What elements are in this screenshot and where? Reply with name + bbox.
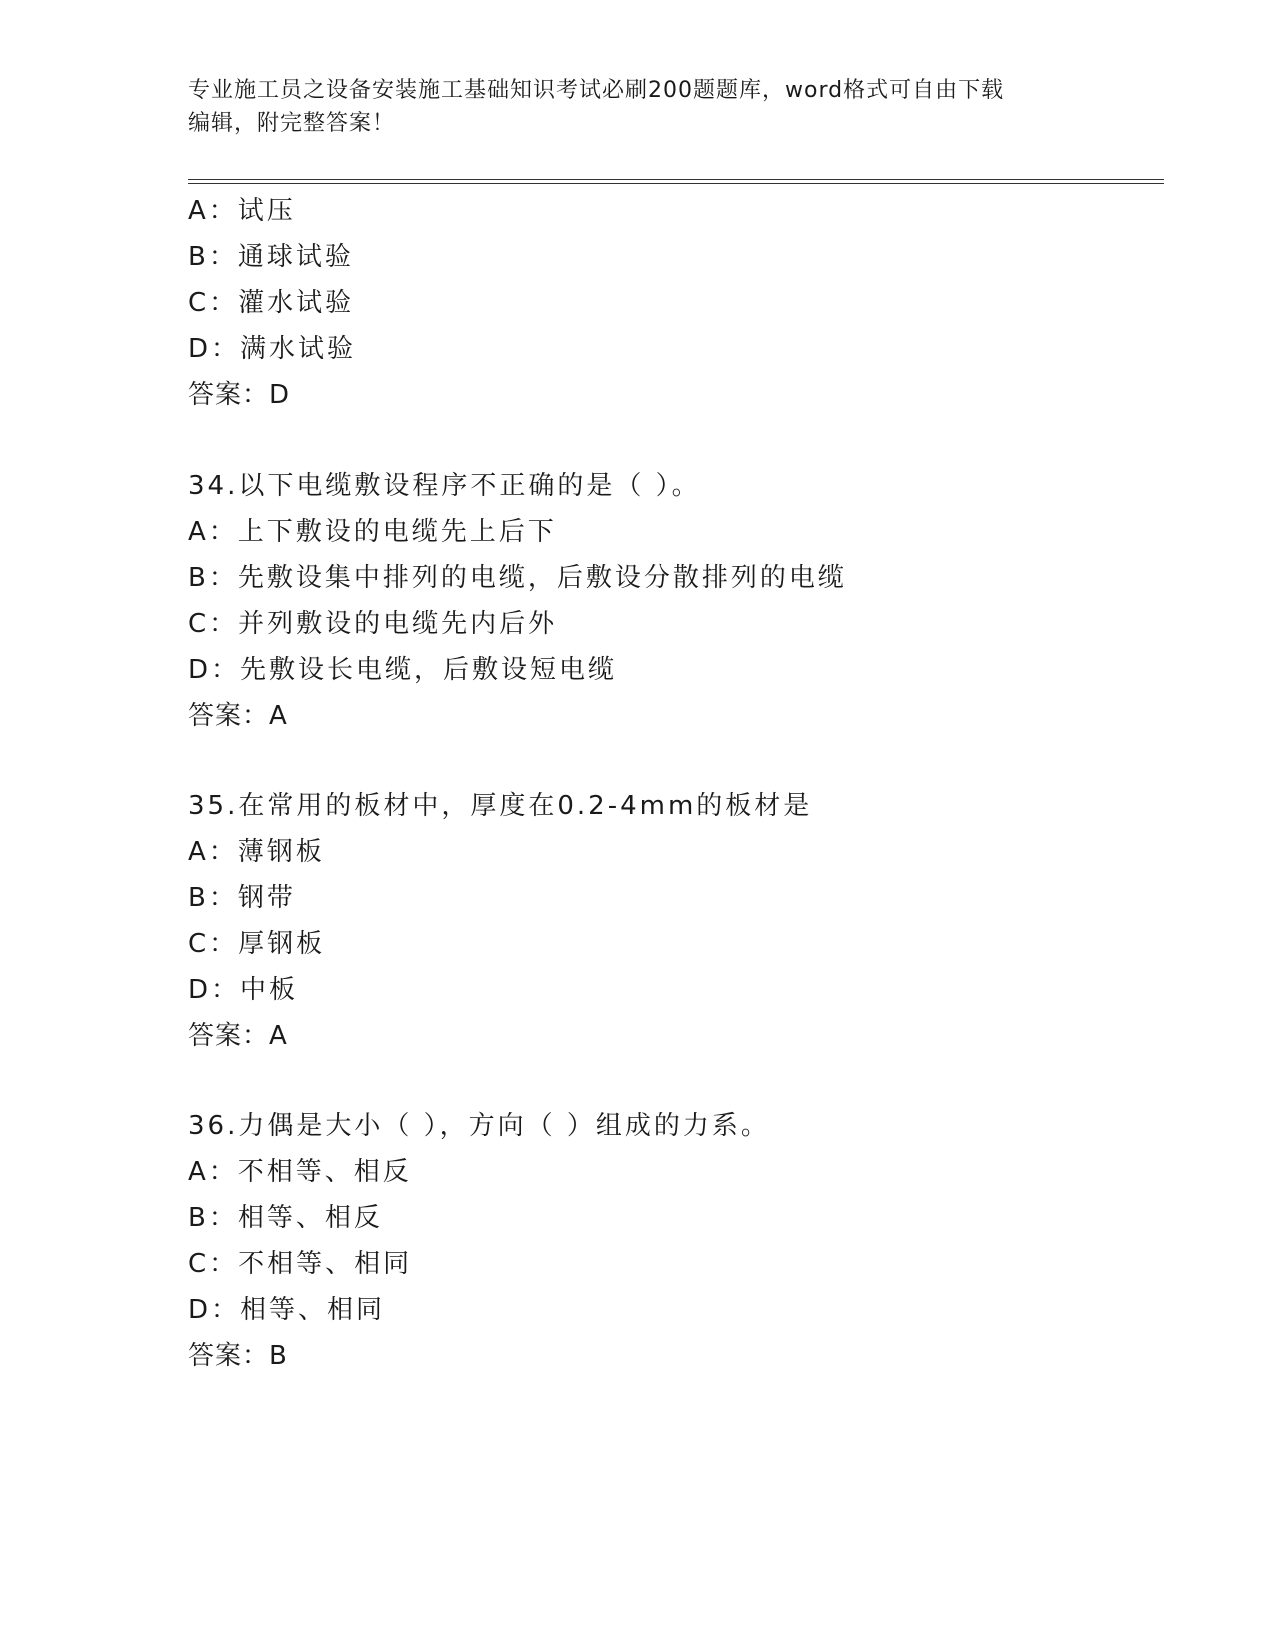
document-header [188, 74, 1068, 140]
option-b: B：先敷设集中排列的电缆，后敷设分散排列的电缆 [188, 563, 847, 593]
answer-line: 答案：A [188, 1021, 288, 1051]
option-c: C：并列敷设的电缆先内后外 [188, 609, 558, 639]
question-text: 34.以下电缆敷设程序不正确的是（ ）。 [188, 471, 701, 501]
question-36-block [188, 1103, 770, 1379]
question-33-block [188, 188, 356, 418]
header-divider-top [188, 179, 1164, 180]
header-divider-bottom [188, 183, 1164, 184]
header-line-1: 专业施工员之设备安装施工基础知识考试必刷200题题库，word格式可自由下载 [188, 78, 1005, 103]
question-text: 35.在常用的板材中，厚度在0.2-4mm的板材是 [188, 791, 813, 821]
question-35-block [188, 783, 812, 1059]
option-d: D：先敷设长电缆，后敷设短电缆 [188, 655, 618, 685]
answer-line: 答案：D [188, 380, 291, 410]
option-c: C：灌水试验 [188, 288, 355, 318]
question-34-block [188, 463, 847, 739]
option-b: B：钢带 [188, 883, 296, 913]
answer-line: 答案：B [188, 1341, 288, 1371]
option-c: C：厚钢板 [188, 929, 326, 959]
option-d: D：中板 [188, 975, 299, 1005]
option-a: A：不相等、相反 [188, 1157, 412, 1187]
option-b: B：通球试验 [188, 242, 354, 272]
question-text: 36.力偶是大小（ ），方向（ ）组成的力系。 [188, 1111, 770, 1141]
header-line-2: 编辑，附完整答案！ [188, 111, 396, 136]
answer-line: 答案：A [188, 701, 288, 731]
option-d: D：相等、相同 [188, 1295, 386, 1325]
option-d: D：满水试验 [188, 334, 357, 364]
option-a: A：薄钢板 [188, 837, 325, 867]
option-a: A：上下敷设的电缆先上后下 [188, 517, 557, 547]
option-a: A：试压 [188, 196, 296, 226]
option-c: C：不相等、相同 [188, 1249, 413, 1279]
option-b: B：相等、相反 [188, 1203, 383, 1233]
